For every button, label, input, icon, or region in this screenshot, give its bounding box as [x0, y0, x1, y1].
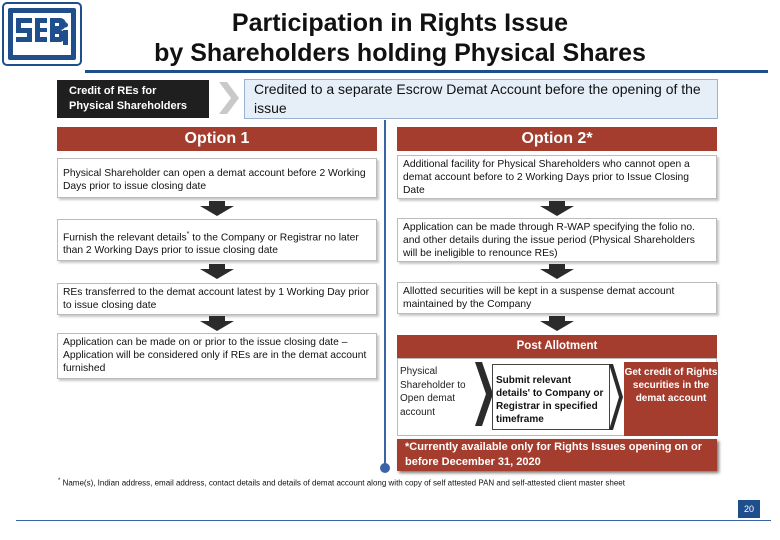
step-2-text: Furnish the relevant details: [63, 232, 187, 244]
option-1-header: Option 1: [57, 127, 377, 151]
credit-of-res-box: [57, 80, 209, 118]
footnote-sup: *: [58, 478, 61, 484]
title-line-1: Participation in Rights Issue: [231, 9, 569, 37]
chevron-right-icon: [475, 362, 493, 426]
escrow-account-box: Credited to a separate Escrow Demat Account before the opening of the issue: [244, 79, 718, 119]
option-1-step-4: Application can be made on or prior to the issue closing date – Application will be considered only if REs are in the demat account furnished: [57, 333, 377, 379]
option-2-step-1: Additional facility for Physical Shareholders who cannot open a demat account before to 2 Working Days prior to Issue Closing Date: [397, 155, 717, 199]
footnote: [58, 476, 758, 489]
post-allotment-step-2: Submit relevant details' to Company or Registrar in specified timeframe: [492, 364, 610, 430]
sebi-logo: [2, 2, 82, 66]
arrow-down-icon: [200, 316, 234, 331]
bottom-divider: [16, 520, 771, 521]
post-allotment-step-1: Physical Shareholder to Open demat account: [400, 366, 466, 418]
footnote-text: Name(s), Indian address, email address, contact details and details of demat account along with copy of self attested PAN and self-attested client master sheet: [60, 478, 625, 488]
page-title: [100, 8, 700, 68]
arrow-down-icon: [540, 264, 574, 279]
arrow-down-icon: [540, 201, 574, 216]
slide-number: 20: [738, 500, 760, 518]
vertical-divider: [384, 120, 386, 470]
option-2-header: Option 2*: [397, 127, 717, 151]
step-2-sup: *: [186, 231, 190, 238]
post-allotment-header: Post Allotment: [397, 335, 717, 358]
option-2-step-3: Allotted securities will be kept in a suspense demat account maintained by the Company: [397, 282, 717, 314]
arrow-down-icon: [540, 316, 574, 331]
divider-end-dot: [380, 463, 390, 473]
arrow-down-icon: [200, 201, 234, 216]
post-allotment-step-3: Get credit of Rights securities in the demat account: [624, 362, 718, 436]
title-line-2: by Shareholders holding Physical Shares: [154, 39, 646, 67]
option-2-step-2: Application can be made through R-WAP specifying the folio no. and other details during the issue period (Physical Shareholders will be ineligible to renounce REs): [397, 218, 717, 262]
credit-line-1: Credit of REs for: [69, 85, 157, 97]
title-divider: [85, 70, 768, 73]
option-1-step-2: [57, 219, 377, 261]
arrow-right-icon: [609, 364, 623, 430]
option-1-step-1: Physical Shareholder can open a demat account before 2 Working Days prior to issue closing date: [57, 158, 377, 198]
credit-line-2: Physical Shareholders: [69, 100, 187, 112]
availability-note: *Currently available only for Rights Issues opening on or before December 31, 2020: [397, 439, 717, 471]
chevron-right-icon: [219, 82, 239, 114]
step-2-rest: to the Company or Registrar no later than 2 Working Days prior to issue closing date: [63, 232, 359, 257]
option-1-step-3: REs transferred to the demat account latest by 1 Working Day prior to issue closing date: [57, 283, 377, 315]
arrow-down-icon: [200, 264, 234, 279]
